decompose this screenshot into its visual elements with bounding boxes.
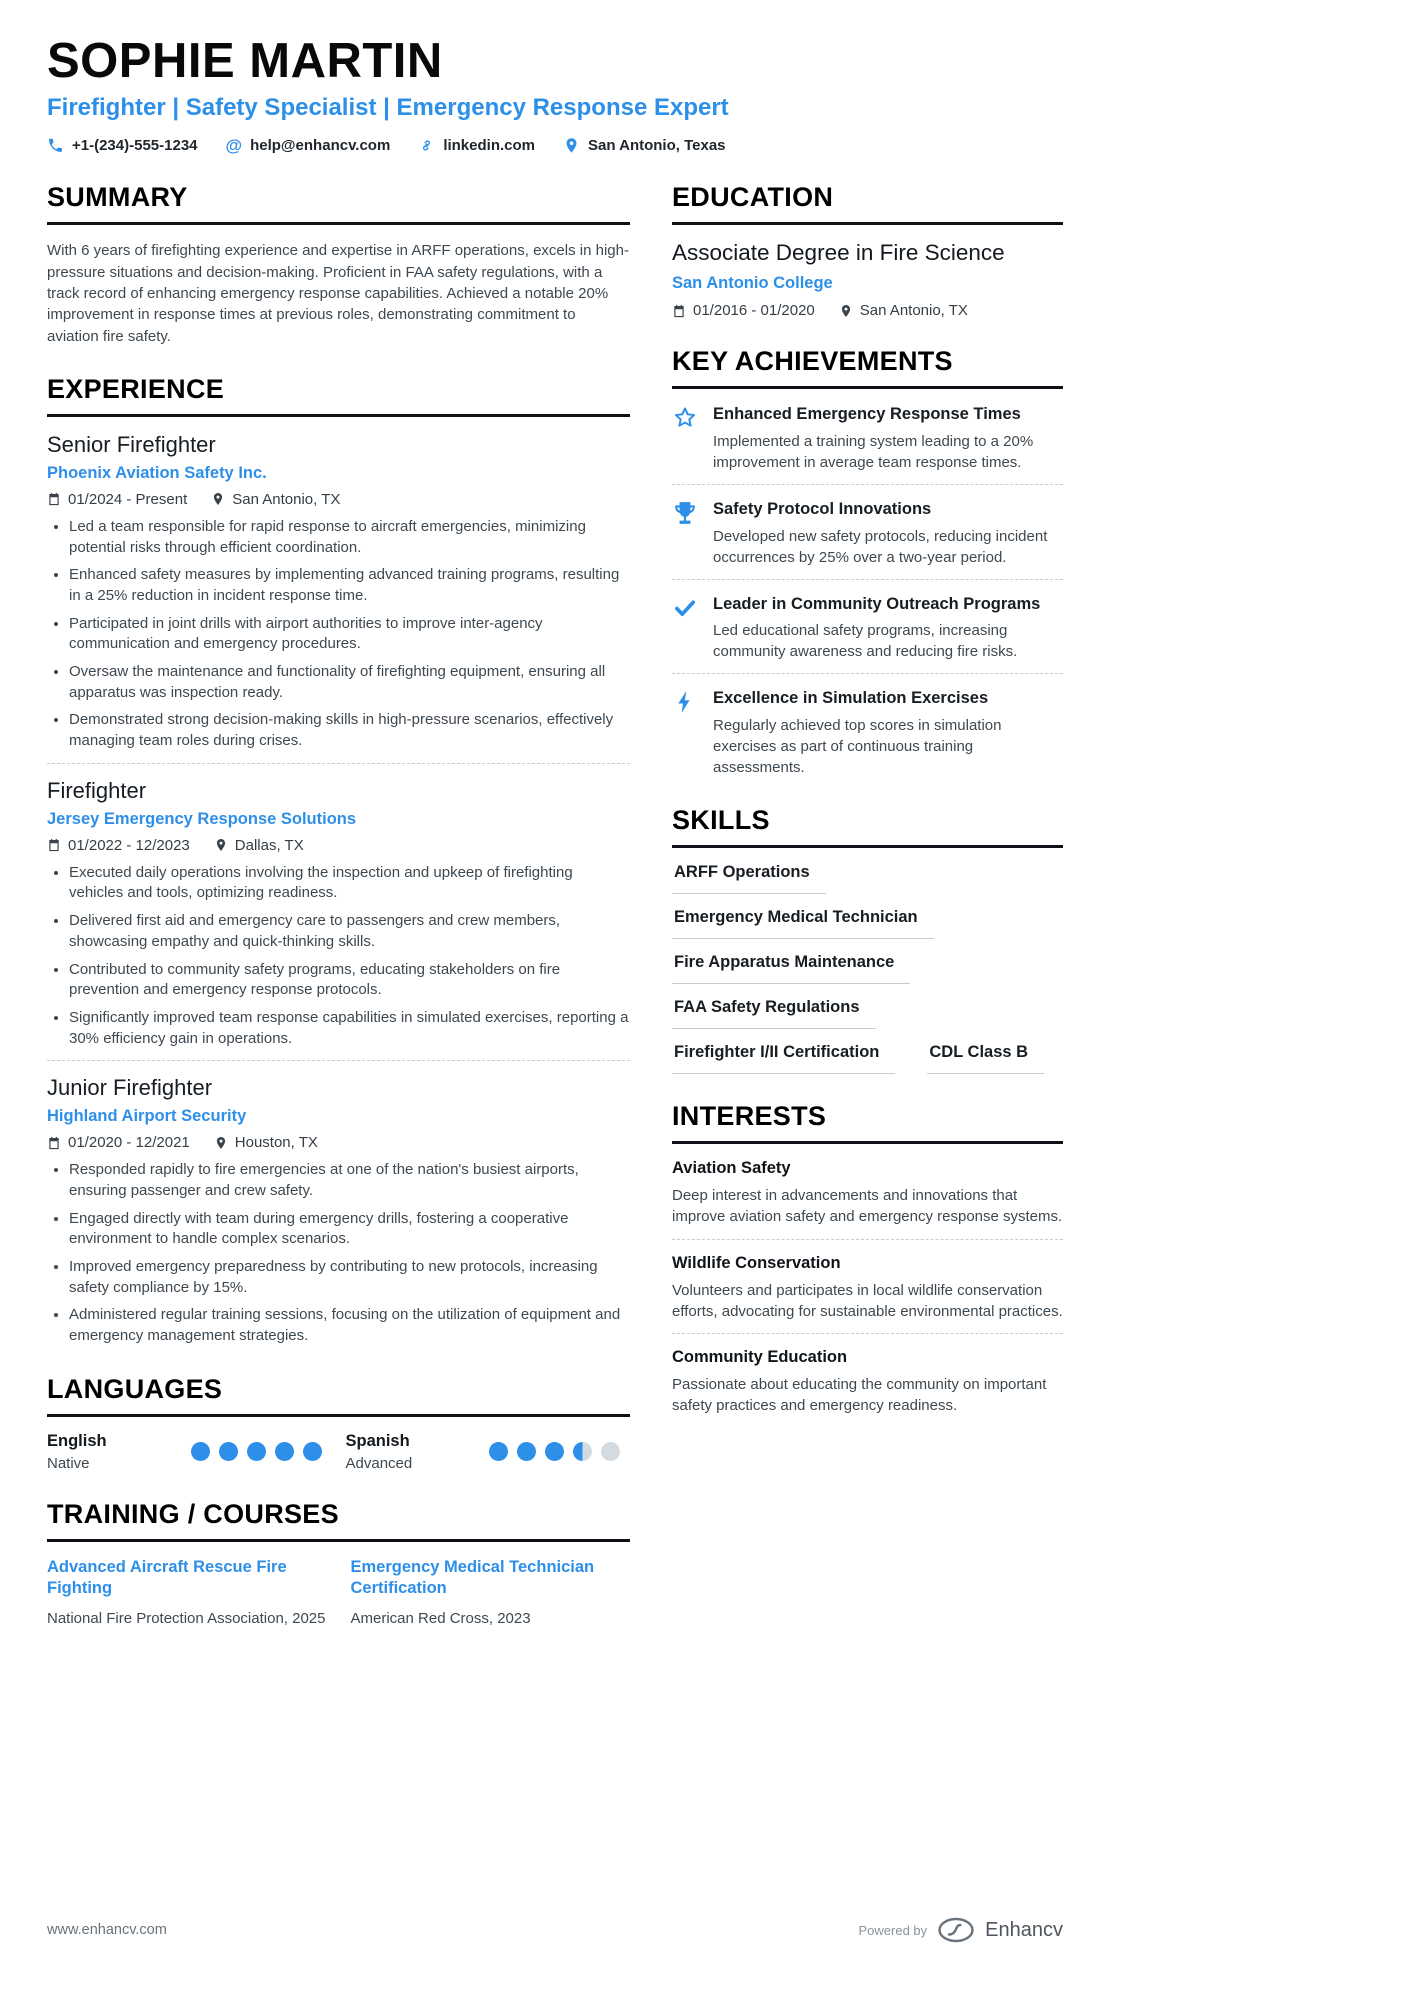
interest-item [672,1254,1063,1323]
link-icon [418,137,435,154]
education-heading: EDUCATION [672,182,1063,225]
bullet-item: • Improved emergency preparedness by contributing to new protocols, increasing safety compliance by 15%. [69,1257,630,1298]
enhancv-brand-text: Enhancv [985,1918,1063,1941]
achievement-text: Developed new safety protocols, reducing incident occurrences by 25% over a two-year period. [713,527,1048,566]
bullet-item: • Responded rapidly to fire emergencies at one of the nation's busiest airports, ensuring passenger and crew safety. [69,1160,630,1201]
skills-heading: SKILLS [672,805,1063,848]
language-proficiency: Native [47,1454,90,1472]
page-footer [47,1917,1063,1943]
bullet-item: • Significantly improved team response capabilities in simulated exercises, reporting a 30% efficiency gain in operations. [69,1008,630,1049]
achievement-item [672,404,1063,473]
calendar-icon [47,1136,61,1150]
divider [672,673,1063,674]
company-link[interactable]: Highland Airport Security [47,1107,247,1126]
interest-item [672,1348,1063,1417]
skill-tag: Firefighter I/II Certification [672,1043,895,1074]
education-meta [672,302,1063,319]
job-dates [47,1134,190,1151]
achievement-title: Enhanced Emergency Response Times [713,405,1021,424]
job-location-text: San Antonio, TX [232,490,341,508]
skill-tag: FAA Safety Regulations [672,998,876,1029]
course-title: Advanced Aircraft Rescue Fire Fighting [47,1557,287,1598]
powered-by-text: Powered by [858,1922,928,1938]
language-item [47,1432,332,1472]
skills-section [672,805,1063,1074]
powered-by[interactable] [859,1917,1064,1943]
phone-contact[interactable] [47,137,198,154]
achievement-title: Excellence in Simulation Exercises [713,689,989,708]
company-link[interactable]: Phoenix Aviation Safety Inc. [47,463,267,482]
proficiency-dot [275,1442,294,1461]
pin-icon [211,492,225,506]
location-icon [563,137,580,154]
pin-icon [839,304,853,318]
bullet-item: • Enhanced safety measures by implementing advanced training programs, resulting in a 25% reduction in incident response time. [69,565,630,606]
interest-title: Wildlife Conservation [672,1253,841,1272]
experience-section [47,374,630,1347]
achievement-item [672,688,1063,778]
interest-item [672,1159,1063,1228]
job-location-text: Dallas, TX [234,836,304,854]
education-section [672,182,1063,319]
experience-entry [47,432,630,752]
job-bullets [47,1160,630,1347]
location-contact [563,137,726,154]
bullet-item: • Administered regular training sessions, focusing on the utilization of equipment and emergency management strategies. [69,1305,630,1346]
experience-heading: EXPERIENCE [47,374,630,417]
achievement-body [713,594,1063,663]
job-location [214,1134,318,1151]
job-title: Junior Firefighter [47,1075,213,1101]
experience-entry [47,1075,630,1347]
divider [47,1060,630,1061]
job-bullets [47,863,630,1050]
language-name: English [47,1431,107,1450]
summary-text: With 6 years of firefighting experience and expertise in ARFF operations, excels in high-pressure situations and decision-making. Proficient in FAA safety regulations, with a track record of enhancing emergency response capabilities. Achieved a notable 20% improvement in response times at previous roles, demonstrating commitment to aviation fire safety. [47,242,629,345]
languages-section [47,1374,630,1472]
calendar-icon [672,304,686,318]
divider [672,484,1063,485]
skill-row [672,863,1063,894]
school-link[interactable]: San Antonio College [672,274,833,293]
course-item [47,1557,327,1629]
bullet-item: • Participated in joint drills with airport authorities to improve inter-agency communication and emergency procedures. [69,614,630,655]
achievement-item [672,594,1063,663]
bullet-item: • Delivered first aid and emergency care to passengers and crew members, showcasing empathy and quick-thinking skills. [69,911,630,952]
skill-row [672,908,1063,939]
skill-row [672,998,1063,1029]
languages-row [47,1432,630,1472]
right-column [672,182,1063,1443]
job-meta [47,491,630,508]
enhancv-site-link[interactable]: www.enhancv.com [47,1922,167,1938]
two-column-layout [47,182,1063,1655]
summary-heading: SUMMARY [47,182,630,225]
summary-section [47,182,630,346]
pin-icon [214,838,228,852]
job-dates [47,837,190,854]
job-location-text: Houston, TX [234,1134,318,1152]
calendar-icon [47,492,61,506]
divider [672,1333,1063,1334]
degree-title: Associate Degree in Fire Science [672,240,1005,266]
divider [672,579,1063,580]
job-dates-text: 01/2022 - 12/2023 [68,836,190,854]
skill-tag: ARFF Operations [672,863,826,894]
interest-text: Passionate about educating the community on important safety practices and emergency readiness. [672,1376,1047,1415]
experience-entry [47,778,630,1050]
enhancv-logo-icon [937,1917,975,1943]
proficiency-dot [601,1442,620,1461]
training-section [47,1499,630,1629]
course-item [351,1557,631,1629]
achievement-text: Regularly achieved top scores in simulation exercises as part of continuous training assessments. [713,716,1002,776]
course-org: National Fire Protection Association, 2025 [47,1609,326,1627]
divider [47,763,630,764]
bullet-item: • Demonstrated strong decision-making skills in high-pressure scenarios, effectively managing team roles during crises. [69,710,630,751]
proficiency-dot [191,1442,210,1461]
job-meta [47,837,630,854]
skill-row [672,1043,1063,1074]
phone-text: +1-(234)-555-1234 [72,137,198,155]
achievement-title: Leader in Community Outreach Programs [713,594,1041,613]
skill-tag: Fire Apparatus Maintenance [672,953,910,984]
achievements-heading: KEY ACHIEVEMENTS [672,346,1063,389]
achievement-text: Implemented a training system leading to a 20% improvement in average team response times. [713,433,1034,472]
email-text: help@enhancv.com [250,137,391,155]
star-icon [672,404,698,473]
phone-icon [47,137,64,154]
achievement-item [672,499,1063,568]
bullet-item: • Led a team responsible for rapid response to aircraft emergencies, minimizing potential risks through efficient coordination. [69,517,630,558]
language-name: Spanish [345,1431,410,1450]
at-icon: @ [225,136,243,156]
education-location-text: San Antonio, TX [859,302,968,320]
skill-tag: Emergency Medical Technician [672,908,934,939]
job-dates-text: 01/2020 - 12/2021 [68,1134,190,1152]
language-proficiency: Advanced [345,1454,413,1472]
linkedin-contact[interactable] [418,137,535,154]
check-icon [672,594,698,663]
bullet-item: • Oversaw the maintenance and functionality of firefighting equipment, ensuring all apparatus was inspection ready. [69,662,630,703]
proficiency-dot [545,1442,564,1461]
course-org: American Red Cross, 2023 [350,1609,531,1627]
achievements-section [672,346,1063,778]
proficiency-dot [489,1442,508,1461]
achievement-body [713,499,1063,568]
candidate-title: Firefighter | Safety Specialist | Emergency Response Expert [47,94,729,122]
bullet-item: • Contributed to community safety programs, educating stakeholders on fire prevention and emergency response protocols. [69,960,630,1001]
candidate-name: SOPHIE MARTIN [47,34,443,88]
education-dates-text: 01/2016 - 01/2020 [693,302,815,320]
location-text: San Antonio, Texas [588,137,726,155]
proficiency-dot [517,1442,536,1461]
education-dates [672,302,815,319]
interests-section [672,1101,1063,1417]
pin-icon [214,1136,228,1150]
skill-tag: CDL Class B [927,1043,1044,1074]
training-heading: TRAINING / COURSES [47,1499,630,1542]
proficiency-dot [219,1442,238,1461]
bullet-item: • Executed daily operations involving the inspection and upkeep of firefighting vehicles and tools, optimizing readiness. [69,863,630,904]
bullet-item: • Engaged directly with team during emergency drills, fostering a cooperative environment to handle complex scenarios. [69,1209,630,1250]
achievement-body [713,404,1063,473]
proficiency-dot [303,1442,322,1461]
achievement-body [713,688,1063,778]
job-dates [47,491,187,508]
education-location [839,302,968,319]
course-title: Emergency Medical Technician Certification [350,1557,595,1598]
interests-heading: INTERESTS [672,1101,1063,1144]
calendar-icon [47,838,61,852]
skill-row [672,953,1063,984]
resume-header [47,36,1063,154]
language-dots [191,1442,322,1461]
linkedin-text: linkedin.com [443,137,535,155]
language-item [346,1432,631,1472]
interest-title: Community Education [672,1348,848,1367]
job-location [214,837,304,854]
languages-heading: LANGUAGES [47,1374,630,1417]
proficiency-dot [247,1442,266,1461]
achievement-title: Safety Protocol Innovations [713,500,932,519]
bolt-icon [672,688,698,778]
job-bullets [47,517,630,752]
courses-row [47,1557,630,1629]
divider [672,1239,1063,1240]
interest-text: Volunteers and participates in local wildlife conservation efforts, advocating for sustainable environmental practices. [672,1281,1063,1320]
job-title: Senior Firefighter [47,431,216,457]
job-location [211,491,340,508]
email-contact[interactable] [226,137,391,154]
job-title: Firefighter [47,777,147,803]
trophy-icon [672,499,698,568]
contact-row [47,137,1063,154]
interest-title: Aviation Safety [672,1158,791,1177]
job-meta [47,1134,630,1151]
achievement-text: Led educational safety programs, increasing community awareness and reducing fire risks. [713,622,1018,661]
interest-text: Deep interest in advancements and innovations that improve aviation safety and emergency response systems. [672,1186,1063,1226]
job-dates-text: 01/2024 - Present [68,490,188,508]
left-column [47,182,630,1655]
company-link[interactable]: Jersey Emergency Response Solutions [47,809,357,828]
proficiency-dot [573,1442,592,1461]
language-dots [489,1442,620,1461]
